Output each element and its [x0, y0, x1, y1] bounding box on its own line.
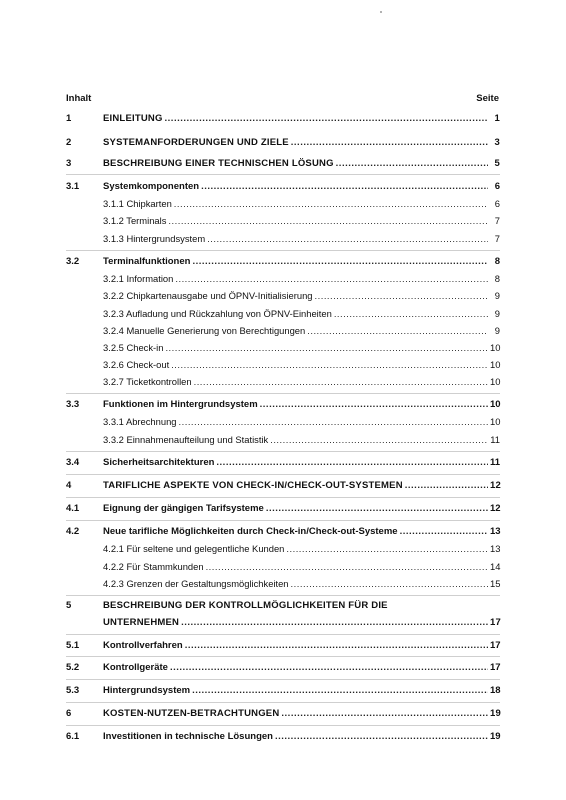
toc-entry-page: 1 [494, 113, 500, 124]
toc-entry-number: 1 [66, 113, 72, 124]
dot-leader [334, 308, 488, 319]
dot-leader [181, 617, 488, 628]
toc-entry-line [103, 137, 500, 148]
toc-entry-title: Funktionen im Hintergrundsystem [103, 399, 258, 410]
scan-speck [380, 11, 382, 13]
dot-leader [168, 215, 488, 226]
toc-entry-line [103, 708, 500, 719]
toc-entry-title: SYSTEMANFORDERUNGEN UND ZIELE [103, 137, 289, 148]
toc-entry-page: 10 [490, 359, 501, 370]
toc-header-page-label: Seite [476, 93, 499, 104]
toc-entry-number: 5.2 [66, 662, 80, 673]
toc-entry-line [103, 662, 500, 673]
toc-entry-line [103, 342, 500, 353]
toc-entry-line [103, 503, 500, 514]
toc-entry-number: 3 [66, 158, 72, 169]
toc-entry-number: 6.1 [66, 731, 80, 742]
toc-entry-page: 12 [490, 503, 501, 514]
toc-entry-title: Neue tarifliche Möglichkeiten durch Check-in/Check-out-Systeme [103, 526, 398, 537]
toc-entry-page: 19 [490, 708, 501, 719]
toc-entry-page: 10 [490, 342, 501, 353]
toc-entry-page: 5 [494, 158, 500, 169]
dot-leader [216, 457, 488, 468]
dot-leader [270, 434, 488, 445]
toc-entry-line [103, 399, 500, 410]
toc-entry-title: 3.2.6 Check-out [103, 359, 170, 370]
toc-entry-page: 10 [490, 416, 501, 427]
toc-entry-page: 9 [494, 325, 500, 336]
toc-entry-title: TARIFLICHE ASPEKTE VON CHECK-IN/CHECK-OUT-SYSTEMEN [103, 480, 403, 491]
dot-leader [185, 640, 488, 651]
toc-entry-line [103, 457, 500, 468]
section-divider [66, 474, 500, 475]
toc-entry-title: 4.2.1 Für seltene und gelegentliche Kunden [103, 543, 285, 554]
toc-entry-title: 3.2.5 Check-in [103, 342, 164, 353]
toc-entry-line [103, 233, 500, 244]
toc-entry-line [103, 158, 500, 169]
toc-entry-page: 18 [490, 685, 501, 696]
toc-entry-line [103, 600, 500, 628]
toc-entry-number: 3.4 [66, 457, 80, 468]
toc-entry-title: Kontrollverfahren [103, 640, 183, 651]
toc-entry-number: 5 [66, 600, 72, 611]
toc-entry-page: 7 [494, 233, 500, 244]
toc-entry-title: Terminalfunktionen [103, 256, 191, 267]
toc-entry-number: 3.2 [66, 256, 80, 267]
toc-entry-page: 12 [490, 480, 501, 491]
toc-entry-line [103, 434, 500, 445]
toc-entry-line [103, 543, 500, 554]
toc-entry-number: 3.1 [66, 181, 80, 192]
toc-entry-number: 2 [66, 137, 72, 148]
section-divider [66, 497, 500, 498]
toc-entry-line [103, 273, 500, 284]
section-divider [66, 595, 500, 596]
dot-leader [171, 359, 488, 370]
toc-entry-page: 11 [490, 434, 500, 445]
section-divider [66, 656, 500, 657]
toc-entry-number: 4.2 [66, 526, 80, 537]
section-divider [66, 725, 500, 726]
toc-entry-title: 3.2.7 Ticketkontrollen [103, 376, 192, 387]
toc-entry-number: 5.3 [66, 685, 80, 696]
dot-leader [174, 198, 488, 209]
toc-entry-title: 3.3.1 Abrechnung [103, 416, 177, 427]
toc-entry-page: 8 [494, 256, 500, 267]
section-divider [66, 451, 500, 452]
dot-leader [207, 233, 488, 244]
toc-entry-continuation [103, 617, 500, 628]
dot-leader [336, 158, 488, 169]
dot-leader [194, 376, 488, 387]
toc-entry-number: 4 [66, 480, 72, 491]
toc-entry-page: 19 [490, 731, 501, 742]
toc-entry-line [103, 685, 500, 696]
toc-entry-page: 10 [490, 376, 501, 387]
toc-entry-line [103, 113, 500, 124]
toc-entry-line [103, 640, 500, 651]
toc-entry-title: 3.2.1 Information [103, 273, 174, 284]
toc-entry-line [103, 561, 500, 572]
toc-entry-title: 3.1.1 Chipkarten [103, 198, 172, 209]
toc-entry-title: 4.2.2 Für Stammkunden [103, 561, 204, 572]
toc-entry-page: 17 [490, 662, 501, 673]
toc-entry-title: Investitionen in technische Lösungen [103, 731, 273, 742]
section-divider [66, 679, 500, 680]
toc-entry-line [103, 181, 500, 192]
toc-entry-title: Sicherheitsarchitekturen [103, 457, 215, 468]
toc-entry-line [103, 198, 500, 209]
dot-leader [266, 503, 488, 514]
toc-entry-title: 3.2.4 Manuelle Generierung von Berechtigungen [103, 325, 306, 336]
dot-leader [291, 137, 488, 148]
toc-entry-line [103, 376, 500, 387]
toc-entry-title: Hintergrundsystem [103, 685, 191, 696]
toc-entry-page: 15 [490, 578, 501, 589]
toc-entry-title-cont: UNTERNEHMEN [103, 617, 180, 628]
toc-entry-page: 3 [494, 137, 500, 148]
toc-entry-title: Kontrollgeräte [103, 662, 168, 673]
toc-entry-page: 6 [494, 198, 500, 209]
toc-entry-title: 3.3.2 Einnahmenaufteilung und Statistik [103, 434, 269, 445]
dot-leader [165, 342, 488, 353]
toc-entry-line [103, 256, 500, 267]
toc-entry-page: 9 [494, 308, 500, 319]
toc-entry-line [103, 359, 500, 370]
dot-leader [201, 181, 488, 192]
dot-leader [281, 708, 488, 719]
toc-entry-number: 6 [66, 708, 72, 719]
toc-entry-number: 5.1 [66, 640, 80, 651]
dot-leader [315, 290, 488, 301]
dot-leader [286, 543, 488, 554]
toc-entry-title: 3.2.2 Chipkartenausgabe und ÖPNV-Initialisierung [103, 290, 313, 301]
dot-leader [307, 325, 488, 336]
toc-entry-page: 17 [490, 640, 501, 651]
dot-leader [165, 113, 488, 124]
toc-entry-page: 14 [490, 561, 501, 572]
section-divider [66, 174, 500, 175]
section-divider [66, 634, 500, 635]
toc-entry-title: KOSTEN-NUTZEN-BETRACHTUNGEN [103, 708, 280, 719]
toc-entry-page: 10 [490, 399, 501, 410]
toc-entry-line [103, 290, 500, 301]
toc-entry-page: 13 [490, 543, 501, 554]
toc-header-label: Inhalt [66, 93, 92, 104]
toc-entry-page: 8 [494, 273, 500, 284]
toc-entry-number: 4.1 [66, 503, 80, 514]
toc-entry-title: 3.2.3 Aufladung und Rückzahlung von ÖPNV-Einheiten [103, 308, 332, 319]
toc-entry-number: 3.3 [66, 399, 80, 410]
toc-entry-line [103, 416, 500, 427]
dot-leader [175, 273, 488, 284]
toc-entry-line [103, 308, 500, 319]
toc-entry-title: BESCHREIBUNG DER KONTROLLMÖGLICHKEITEN FÜR DIE [103, 600, 388, 611]
section-divider [66, 250, 500, 251]
toc-entry-line [103, 480, 500, 491]
toc-entry-title: 4.2.3 Grenzen der Gestaltungsmöglichkeiten [103, 578, 289, 589]
section-divider [66, 393, 500, 394]
dot-leader [192, 685, 488, 696]
toc-entry-title: BESCHREIBUNG EINER TECHNISCHEN LÖSUNG [103, 158, 334, 169]
dot-leader [192, 256, 488, 267]
toc-entry-page: 17 [490, 617, 501, 628]
toc-entry-title: Systemkomponenten [103, 181, 200, 192]
toc-entry-page: 6 [494, 181, 500, 192]
dot-leader [179, 416, 489, 427]
dot-leader [400, 526, 488, 537]
dot-leader [291, 578, 488, 589]
toc-entry-title: Eignung der gängigen Tarifsysteme [103, 503, 264, 514]
dot-leader [405, 480, 488, 491]
toc-entry-page: 9 [494, 290, 500, 301]
dot-leader [206, 561, 488, 572]
section-divider [66, 520, 500, 521]
toc-header [66, 93, 499, 104]
toc-entry-line [103, 526, 500, 537]
toc-entry-page: 13 [490, 526, 501, 537]
toc-entry-title: EINLEITUNG [103, 113, 163, 124]
dot-leader [170, 662, 488, 673]
toc-entry-line [103, 325, 500, 336]
toc-entry-page: 11 [490, 457, 501, 468]
toc-entry-line [103, 215, 500, 226]
toc-entry-title: 3.1.3 Hintergrundsystem [103, 233, 206, 244]
toc-entry-title: 3.1.2 Terminals [103, 215, 167, 226]
toc-entry-page: 7 [494, 215, 500, 226]
toc-entry-line [103, 731, 500, 742]
dot-leader [275, 731, 488, 742]
toc-entry-line [103, 578, 500, 589]
section-divider [66, 702, 500, 703]
dot-leader [260, 399, 488, 410]
